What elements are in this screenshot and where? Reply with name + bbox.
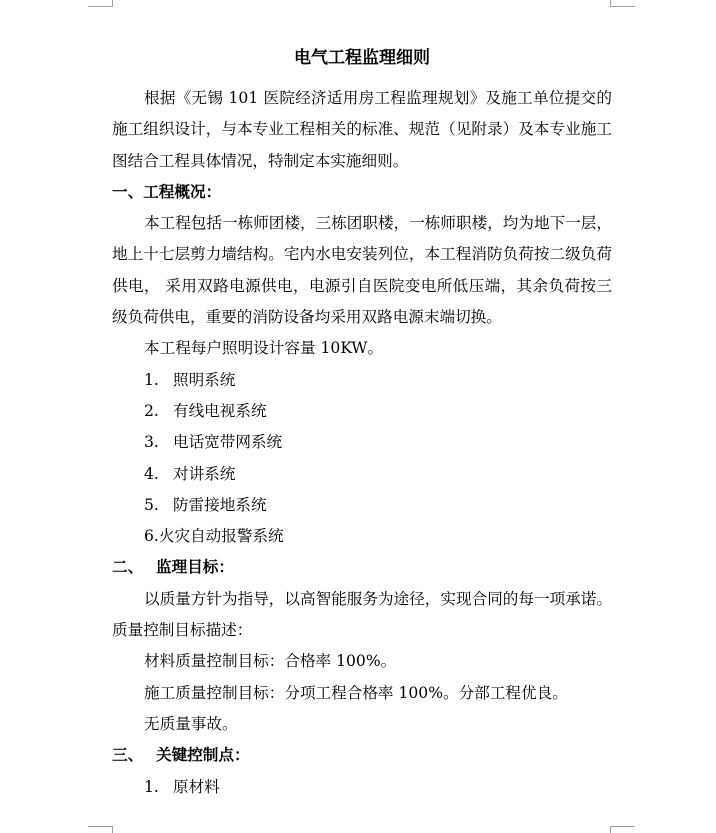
list-item: 1. 照明系统 <box>144 370 236 389</box>
document-title: 电气工程监理细则 <box>294 48 430 68</box>
list-item: 4. 对讲系统 <box>144 464 236 483</box>
section-3-heading: 三、 关键控制点： <box>112 746 250 765</box>
section-2-heading: 二、 监理目标： <box>112 558 234 577</box>
intro-paragraph: 根据《无锡 101 医院经济适用房工程监理规划》及施工单位提交的施工组织设计，与本专业工程相关的标准、规范（见附录）及本专业施工图结合工程具体情况，特制定本实施细则。 <box>112 89 612 170</box>
list-item: 1. 原材料 <box>144 777 220 796</box>
section-2-material-target: 材料质量控制目标：合格率 100%。 <box>144 652 397 671</box>
crop-mark-top-right <box>610 0 635 7</box>
list-item: 6.火灾自动报警系统 <box>144 527 284 546</box>
list-item: 3. 电话宽带网系统 <box>144 433 283 452</box>
section-2-goal-paragraph: 以质量方针为指导，以高智能服务为途径，实现合同的每一项承诺。质量控制目标描述： <box>112 589 612 640</box>
section-2-construction-target: 施工质量控制目标：分项工程合格率 100%。分部工程优良。 <box>144 683 568 702</box>
section-2-no-accident: 无质量事故。 <box>144 714 238 733</box>
list-item: 5. 防雷接地系统 <box>144 495 267 514</box>
list-item: 2. 有线电视系统 <box>144 401 267 420</box>
crop-mark-top-left <box>88 0 113 7</box>
section-1-overview-paragraph: 本工程包括一栋师团楼，三栋团职楼，一栋师职楼，均为地下一层，地上十七层剪力墙结构。宅内水电安装列位，本工程消防负荷按二级负荷供电， 采用双路电源供电，电源引自医院变电所低压端，其余负荷按三级负荷供电，重要的消防设备均采用双路电源末端切换。 <box>112 214 612 327</box>
document-page <box>112 44 612 803</box>
section-1-heading: 一、工程概况： <box>112 182 222 201</box>
section-1-capacity-paragraph: 本工程每户照明设计容量 10KW。 <box>144 339 384 358</box>
